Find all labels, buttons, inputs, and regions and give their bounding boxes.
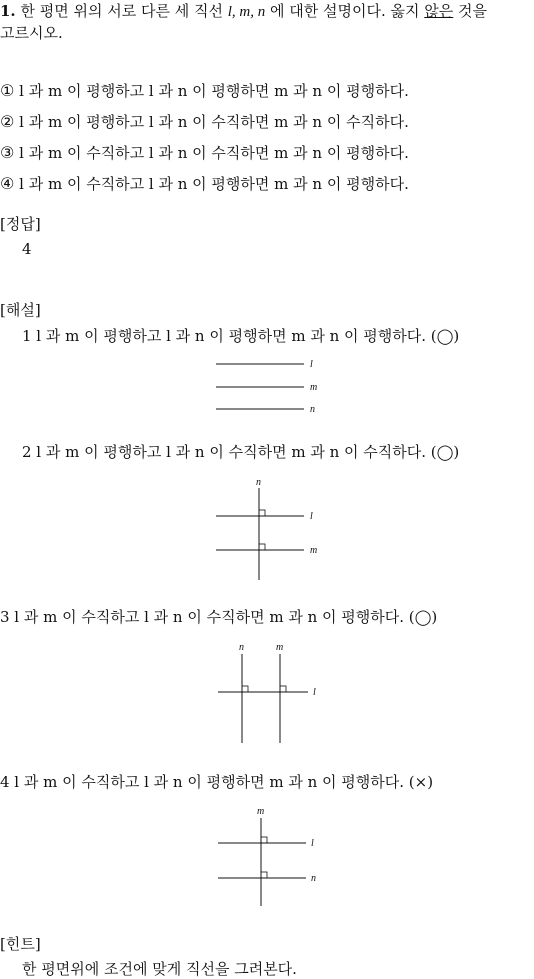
question-text-part3: 것을	[458, 2, 488, 20]
option-marker: ②	[0, 112, 15, 131]
right-angle-mark	[259, 544, 265, 550]
figure-1-parallel-lines	[214, 356, 334, 416]
right-angle-mark	[261, 837, 267, 843]
figure-4-lines	[214, 806, 334, 911]
option-1[interactable]	[0, 80, 409, 101]
question-text-part2: 에 대한 설명이다. 옳지	[270, 2, 420, 20]
label-m: m	[310, 545, 318, 556]
question-variables: l, m, n	[227, 4, 266, 20]
option-4[interactable]	[0, 173, 409, 194]
label-l: l	[310, 511, 313, 522]
hint-heading: [힌트]	[0, 935, 41, 953]
label-l: l	[311, 838, 314, 849]
label-l: l	[310, 359, 313, 370]
explanation-item-3: 3 l 과 m 이 수직하고 l 과 n 이 수직하면 m 과 n 이 평행하다. (◯)	[0, 608, 438, 626]
question-line-2: 고르시오.	[0, 24, 63, 42]
right-angle-mark	[261, 872, 267, 878]
label-n: n	[256, 477, 261, 488]
label-n: n	[311, 873, 316, 884]
explanation-heading: [해설]	[0, 301, 41, 319]
option-2[interactable]	[0, 111, 409, 132]
hint-text: 한 평면위에 조건에 맞게 직선을 그려본다.	[22, 960, 297, 978]
option-text: l 과 m 이 수직하고 l 과 n 이 평행하면 m 과 n 이 평행하다.	[19, 175, 409, 193]
option-marker: ④	[0, 174, 15, 193]
option-text: l 과 m 이 수직하고 l 과 n 이 수직하면 m 과 n 이 평행하다.	[19, 144, 409, 162]
label-n: n	[239, 642, 244, 653]
question-number: 1.	[0, 2, 16, 20]
figure-2-perpendicular-lines	[214, 478, 334, 583]
explanation-item-1: 1 l 과 m 이 평행하고 l 과 n 이 평행하면 m 과 n 이 평행하다. (◯)	[22, 327, 460, 345]
label-m: m	[310, 382, 318, 393]
label-m: m	[276, 642, 284, 653]
label-m: m	[257, 806, 265, 817]
option-marker: ③	[0, 143, 15, 162]
option-text: l 과 m 이 평행하고 l 과 n 이 평행하면 m 과 n 이 평행하다.	[19, 82, 409, 100]
option-3[interactable]	[0, 142, 409, 163]
answer-value: 4	[22, 240, 32, 258]
option-text: l 과 m 이 평행하고 l 과 n 이 수직하면 m 과 n 이 수직하다.	[19, 113, 409, 131]
answer-heading: [정답]	[0, 215, 41, 233]
explanation-item-2: 2 l 과 m 이 평행하고 l 과 n 이 수직하면 m 과 n 이 수직하다. (◯)	[22, 443, 460, 461]
question-underlined-word: 않은	[424, 2, 454, 20]
option-marker: ①	[0, 81, 15, 100]
explanation-item-4: 4 l 과 m 이 수직하고 l 과 n 이 평행하면 m 과 n 이 평행하다. (×)	[0, 773, 434, 791]
label-n: n	[310, 404, 315, 415]
figure-3-perpendicular-lines	[214, 642, 334, 747]
right-angle-mark	[259, 510, 265, 516]
label-l: l	[313, 687, 316, 698]
right-angle-mark	[242, 686, 248, 692]
question-line-1	[0, 0, 487, 21]
question-text-part1: 한 평면 위의 서로 다른 세 직선	[20, 2, 223, 20]
right-angle-mark	[280, 686, 286, 692]
